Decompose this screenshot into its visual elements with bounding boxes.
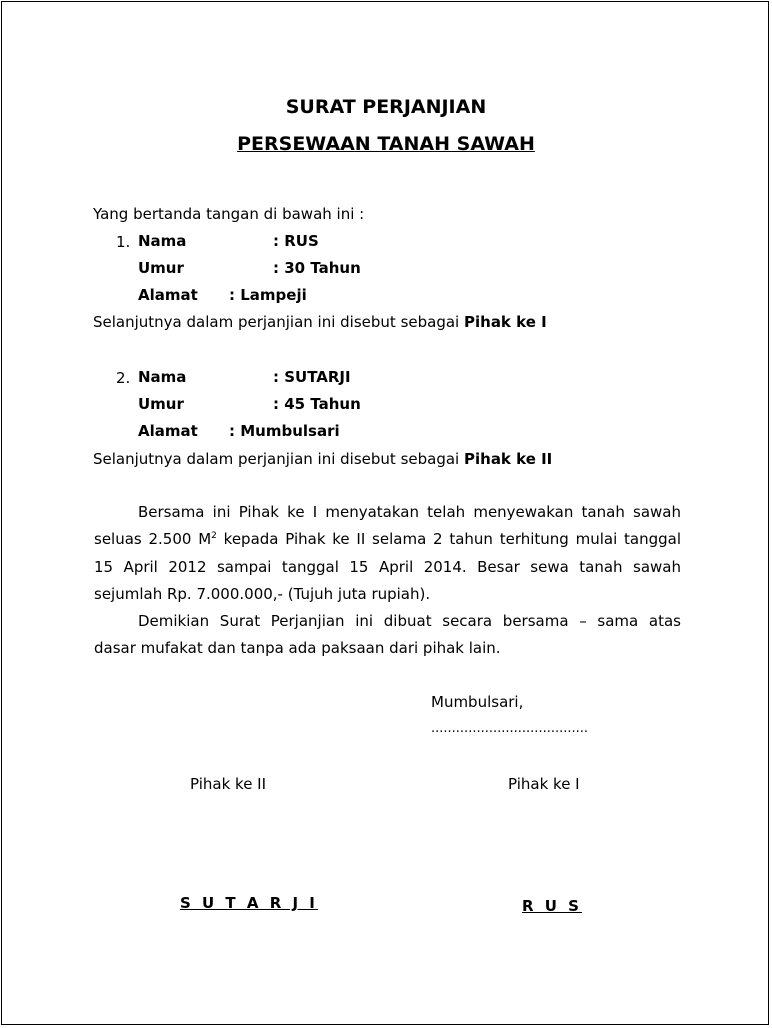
body-p2-line1: Demikian Surat Perjanjian ini dibuat secara bersama – sama atas <box>138 612 681 630</box>
body-p2-line2: dasar mufakat dan tanpa ada paksaan dari pihak lain. <box>94 639 501 657</box>
document-subtitle-text: PERSEWAAN TANAH SAWAH <box>237 133 535 155</box>
document-page <box>1 1 769 1025</box>
party1-age-value: : 30 Tahun <box>273 259 361 277</box>
party1-number: 1. <box>116 233 131 251</box>
party2-age-label: Umur <box>138 395 184 413</box>
intro-text: Yang bertanda tangan di bawah ini : <box>93 205 365 223</box>
party1-designation <box>93 313 547 331</box>
document-subtitle <box>2 133 770 155</box>
party2-number: 2. <box>116 369 131 387</box>
party1-name-value: : RUS <box>273 232 319 250</box>
party2-designation-prefix: Selanjutnya dalam perjanjian ini disebut sebagai <box>93 450 460 468</box>
party2-designation <box>93 450 552 468</box>
closing-date-dots: ...................................... <box>431 721 589 736</box>
party2-name-label: Nama <box>138 368 187 386</box>
body-p1-line2-a: seluas 2.500 M <box>94 530 212 548</box>
party2-address-label: Alamat <box>138 422 198 440</box>
body-p1-line2 <box>94 530 681 548</box>
party2-name-value: : SUTARJI <box>273 368 351 386</box>
signature-name-left-text: S U T A R J I <box>180 894 318 912</box>
party1-address-value: : Lampeji <box>229 286 307 304</box>
party1-name-label: Nama <box>138 232 187 250</box>
signature-name-right-text: R U S <box>522 897 582 915</box>
signature-role-right: Pihak ke I <box>508 775 580 793</box>
superscript-two: 2 <box>211 531 217 541</box>
party2-age-value: : 45 Tahun <box>273 395 361 413</box>
party1-designation-prefix: Selanjutnya dalam perjanjian ini disebut sebagai <box>93 313 460 331</box>
body-p1-line2-b: kepada Pihak ke II selama 2 tahun terhitung mulai tanggal <box>216 530 681 548</box>
body-p1-line4: sejumlah Rp. 7.000.000,- (Tujuh juta rupiah). <box>94 585 431 603</box>
body-p1-line1: Bersama ini Pihak ke I menyatakan telah menyewakan tanah sawah <box>138 503 681 521</box>
document-title: SURAT PERJANJIAN <box>285 96 487 118</box>
closing-place: Mumbulsari, <box>431 693 524 711</box>
party1-address-label: Alamat <box>138 286 198 304</box>
party1-age-label: Umur <box>138 259 184 277</box>
party1-designation-label: Pihak ke I <box>464 313 547 331</box>
signature-name-right <box>522 897 582 915</box>
party2-designation-label: Pihak ke II <box>464 450 553 468</box>
signature-role-left: Pihak ke II <box>190 775 267 793</box>
party2-address-value: : Mumbulsari <box>229 422 340 440</box>
body-p1-line3: 15 April 2012 sampai tanggal 15 April 2014. Besar sewa tanah sawah <box>94 558 681 576</box>
signature-name-left <box>180 894 318 912</box>
